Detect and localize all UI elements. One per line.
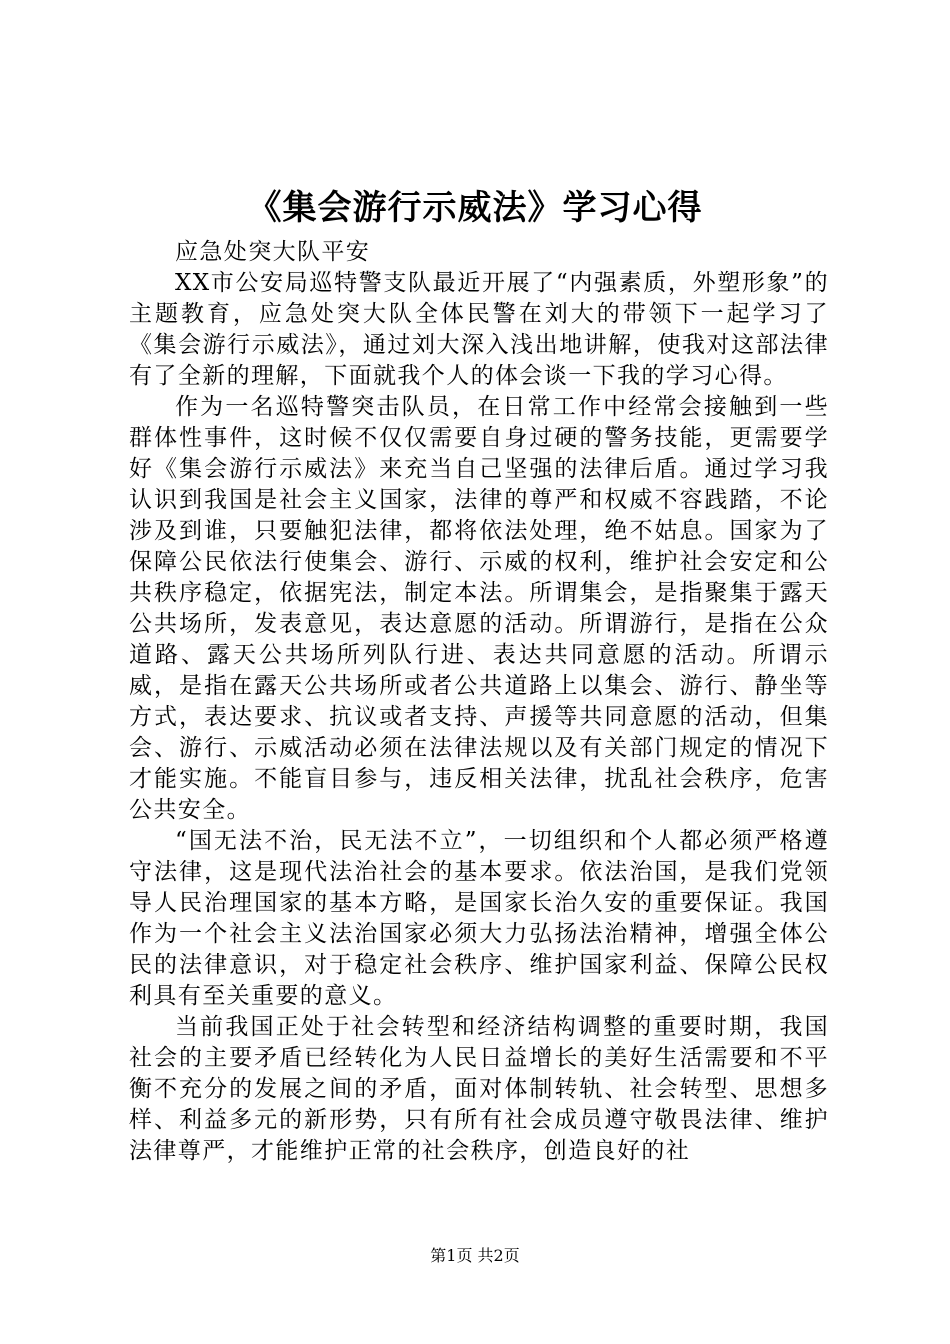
- document-body: [129, 237, 829, 1167]
- document-title: 《集会游行示威法》学习心得: [247, 188, 703, 228]
- paragraph-1: XX市公安局巡特警支队最近开展了“内强素质，外塑形象”的主题教育，应急处突大队全体民警在刘大的带领下一起学习了《集会游行示威法》，通过刘大深入浅出地讲解，使我对这部法律有了全新的理解，下面就我个人的体会谈一下我的学习心得。: [129, 270, 829, 389]
- paragraph-2: 作为一名巡特警突击队员，在日常工作中经常会接触到一些群体性事件，这时候不仅仅需要自身过硬的警务技能，更需要学好《集会游行示威法》来充当自己坚强的法律后盾。通过学习我认识到我国是社会主义国家，法律的尊严和权威不容践踏，不论涉及到谁，只要触犯法律，都将依法处理，绝不姑息。国家为了保障公民依法行使集会、游行、示威的权利，维护社会安定和公共秩序稳定，依据宪法，制定本法。所谓集会，是指聚集于露天公共场所，发表意见，表达意愿的活动。所谓游行，是指在公众道路、露天公共场所列队行进、表达共同意愿的活动。所谓示威，是指在露天公共场所或者公共道路上以集会、游行、静坐等方式，表达要求、抗议或者支持、声援等共同意愿的活动，但集会、游行、示威活动必须在法律法规以及有关部门规定的情况下才能实施。不能盲目参与，违反相关法律，扰乱社会秩序，危害公共安全。: [129, 394, 829, 823]
- paragraph-4: 当前我国正处于社会转型和经济结构调整的重要时期，我国社会的主要矛盾已经转化为人民日益增长的美好生活需要和不平衡不充分的发展之间的矛盾，面对体制转轨、社会转型、思想多样、利益多元的新形势，只有所有社会成员遵守敬畏法律、维护法律尊严，才能维护正常的社会秩序，创造良好的社: [129, 1014, 829, 1164]
- page-footer: 第1页 共2页: [430, 1246, 520, 1265]
- byline: 应急处突大队平安: [175, 239, 371, 265]
- paragraph-3: “国无法不治，民无法不立”，一切组织和个人都必须严格遵守法律，这是现代法治社会的基本要求。依法治国，是我们党领导人民治理国家的基本方略，是国家长治久安的重要保证。我国作为一个社会主义法治国家必须大力弘扬法治精神，增强全体公民的法律意识，对于稳定社会秩序、维护国家利益、保障公民权利具有至关重要的意义。: [129, 828, 829, 1009]
